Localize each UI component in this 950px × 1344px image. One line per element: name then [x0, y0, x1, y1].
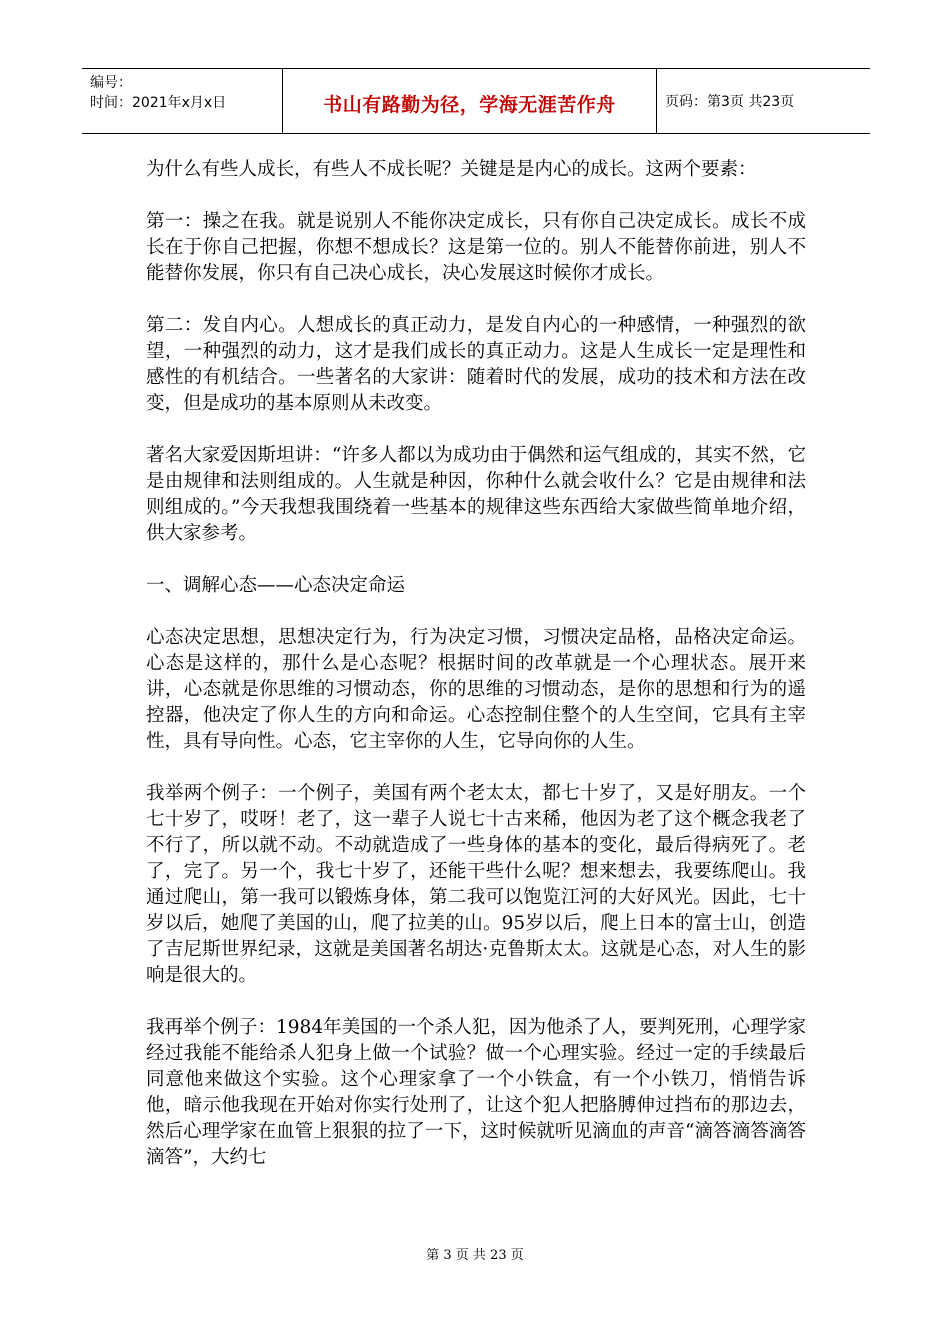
section-heading: 一、调解心态——心态决定命运	[146, 575, 406, 596]
header-motto-cell	[283, 69, 657, 133]
paragraph: 心态决定思想，思想决定行为，行为决定习惯，习惯决定品格，品格决定命运。心态是这样的，那什么是心态呢？根据时间的改革就是一个心理状态。展开来讲，心态就是你思维的习惯动态，你的思维的习惯动态，是你的思想和行为的遥控器，他决定了你人生的方向和命运。心态控制住整个的人生空间，它具有主宰性，具有导向性。心态，它主宰你的人生，它导向你的人生。	[146, 627, 806, 752]
page-footer	[0, 1244, 950, 1263]
header-meta	[82, 69, 283, 133]
footer-page-number: 第 3 页 共 23 页	[426, 1248, 524, 1263]
number-label: 编号：	[90, 75, 132, 91]
page-info-text: 页码：第3页 共23页	[665, 94, 795, 110]
date-label: 时间：2021年x月x日	[90, 95, 227, 111]
paragraph: 我再举个例子：1984年美国的一个杀人犯，因为他杀了人，要判死刑，心理学家经过我能不能给杀人犯身上做一个试验？做一个心理实验。经过一定的手续最后同意他来做这个实验。这个心理家拿了一个小铁盒，有一个小铁刀，悄悄告诉他，暗示他我现在开始对你实行处刑了，让这个犯人把胳膊伸过挡布的那边去，然后心理学家在血管上狠狠的拉了一下，这时候就听见滴血的声音“滴答滴答滴答滴答”，大约七	[146, 1017, 806, 1168]
document-body	[146, 157, 806, 1197]
paragraph: 我举两个例子：一个例子，美国有两个老太太，都七十岁了，又是好朋友。一个七十岁了，哎呀！老了，这一辈子人说七十古来稀，他因为老了这个概念我老了不行了，所以就不动。不动就造成了一些身体的基本的变化，最后得病死了。老了，完了。另一个，我七十岁了，还能干些什么呢？想来想去，我要练爬山。我通过爬山，第一我可以锻炼身体，第二我可以饱览江河的大好风光。因此，七十岁以后，她爬了美国的山，爬了拉美的山。95岁以后，爬上日本的富士山，创造了吉尼斯世界纪录，这就是美国著名胡达·克鲁斯太太。这就是心态，对人生的影响是很大的。	[146, 783, 806, 986]
paragraph: 第一：操之在我。就是说别人不能你决定成长，只有你自己决定成长。成长不成长在于你自己把握，你想不想成长？这是第一位的。别人不能替你前进，别人不能替你发展，你只有自己决心成长，决心发展这时候你才成长。	[146, 211, 806, 284]
paragraph: 为什么有些人成长，有些人不成长呢？关键是是内心的成长。这两个要素：	[146, 159, 757, 180]
paragraph: 著名大家爱因斯坦讲：“许多人都以为成功由于偶然和运气组成的，其实不然，它是由规律和法则组成的。人生就是种因，你种什么就会收什么？它是由规律和法则组成的。”今天我想我围绕着一些基本的规律这些东西给大家做些简单地介绍，供大家参考。	[146, 445, 806, 544]
header-page-info	[657, 69, 870, 133]
paragraph: 第二：发自内心。人想成长的真正动力，是发自内心的一种感情，一种强烈的欲望，一种强烈的动力，这才是我们成长的真正动力。这是人生成长一定是理性和感性的有机结合。一些著名的大家讲：随着时代的发展，成功的技术和方法在改变，但是成功的基本原则从未改变。	[146, 315, 806, 414]
page-header	[82, 68, 870, 134]
motto-text: 书山有路勤为径，学海无涯苦作舟	[323, 93, 616, 116]
